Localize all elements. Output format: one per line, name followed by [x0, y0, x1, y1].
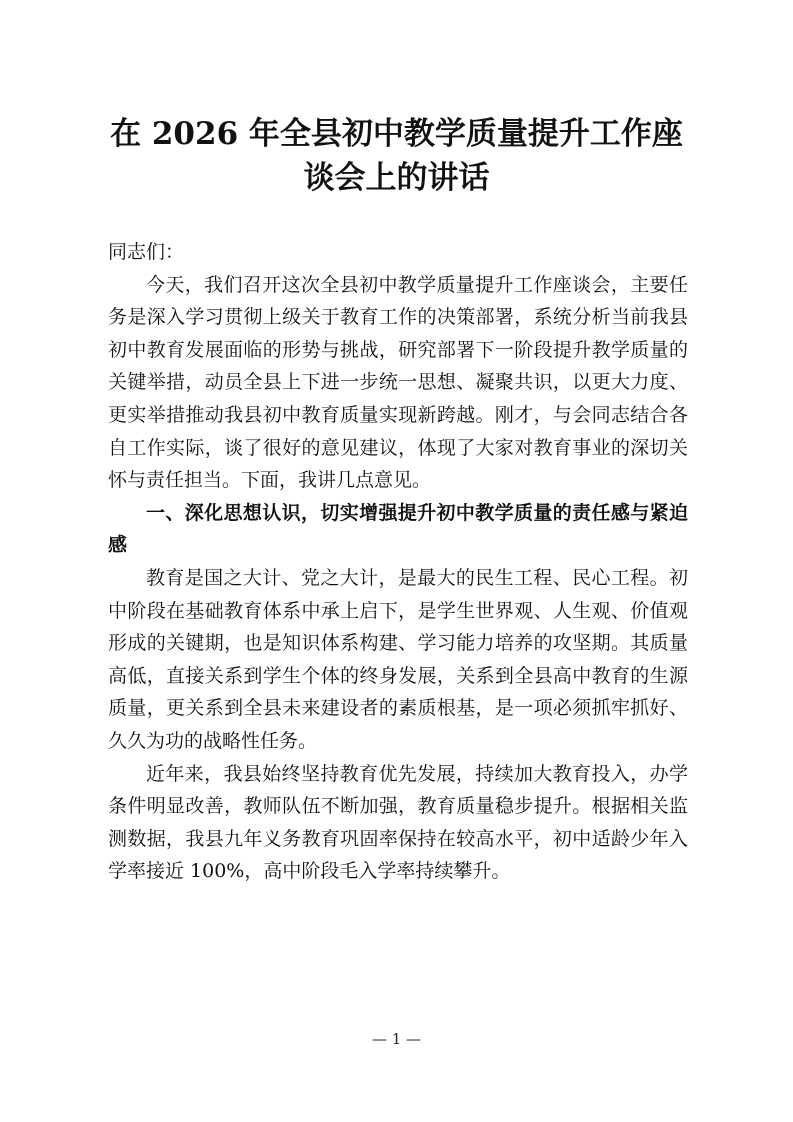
page-number: — 1 —	[371, 1030, 422, 1048]
title-line-1: 在 2026 年全县初中教学质量提升工作座	[110, 116, 683, 152]
title-line-2: 谈会上的讲话	[303, 160, 490, 196]
section-heading-1: 一、深化思想认识，切实增强提升初中教学质量的责任感与紧迫感	[108, 501, 688, 557]
speech-title	[96, 112, 697, 200]
paragraph-recent-progress: 近年来，我县始终坚持教育优先发展，持续加大教育投入，办学条件明显改善，教师队伍不断加强，教育质量稳步提升。根据相关监测数据，我县九年义务教育巩固率保持在较高水平，初中适龄少年入学率接近 100%，高中阶段毛入学率持续攀升。	[108, 762, 688, 883]
salutation: 同志们：	[108, 241, 185, 263]
paragraph-opening: 今天，我们召开这次全县初中教学质量提升工作座谈会，主要任务是深入学习贯彻上级关于教育工作的决策部署，系统分析当前我县初中教育发展面临的形势与挑战，研究部署下一阶段提升教学质量的关键举措，动员全县上下进一步统一思想、凝聚共识，以更大力度、更实举措推动我县初中教育质量实现新跨越。刚才，与会同志结合各自工作实际，谈了很好的意见建议，体现了大家对教育事业的深切关怀与责任担当。下面，我讲几点意见。	[108, 273, 688, 492]
speech-body	[108, 236, 688, 888]
paragraph-education-importance: 教育是国之大计、党之大计，是最大的民生工程、民心工程。初中阶段在基础教育体系中承上启下，是学生世界观、人生观、价值观形成的关键期，也是知识体系构建、学习能力培养的攻坚期。其质量高低，直接关系到学生个体的终身发展，关系到全县高中教育的生源质量，更关系到全县未来建设者的素质根基，是一项必须抓牢抓好、久久为功的战略性任务。	[108, 566, 688, 752]
